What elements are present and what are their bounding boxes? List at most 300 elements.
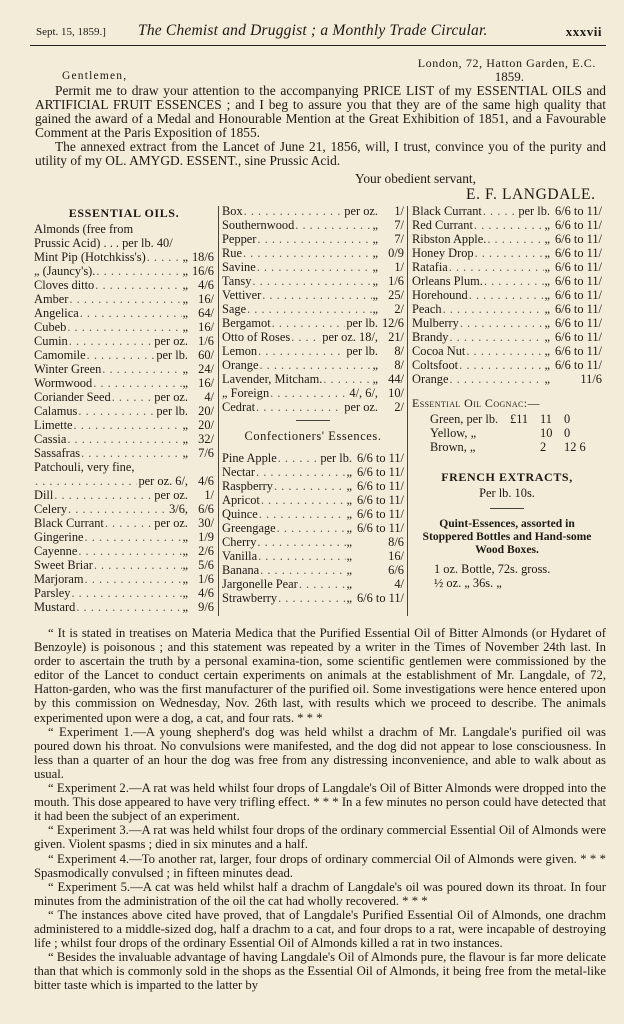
price-row xyxy=(34,404,214,418)
price-row xyxy=(412,372,602,386)
cognac-l xyxy=(510,440,540,454)
item-price: 6/6 to 11/ xyxy=(356,465,404,479)
letter-paragraph: Permit me to draw your attention to the accompanying PRICE LIST of my ESSENTIAL OILS and ARTIFICIAL FRUIT ESSENCES ; and I beg to assure you that they are of the same high quality that gained the award of a Medal and Honourable Mention at the Great Exhibition of 1851, and a Favourable Comment at the Paris Exposition of 1855. xyxy=(35,83,606,140)
leader-dots xyxy=(74,418,182,432)
item-price: 16/ xyxy=(198,376,214,390)
item-unit: per oz. xyxy=(154,516,188,530)
letter-paragraph: The annexed extract from the Lancet of June 21, 1856, will, I trust, convince you of the purity and utility of my OL. AMYGD. ESSENT., sine Prussic Acid. xyxy=(35,138,606,168)
item-unit: „ xyxy=(182,586,188,600)
item-price: 1/6 xyxy=(388,274,404,288)
price-row xyxy=(412,330,602,344)
essential-oils-heading: ESSENTIAL OILS. xyxy=(68,206,180,220)
price-row xyxy=(34,292,214,306)
french-extracts-price: Per lb. 10s. xyxy=(479,486,535,500)
item-unit: „ xyxy=(372,302,378,316)
cognac-row xyxy=(430,412,602,426)
item-price: 16/ xyxy=(198,320,214,334)
item-name: Red Currant xyxy=(412,218,473,232)
leader-dots xyxy=(67,320,181,334)
item-unit: „ xyxy=(544,274,550,288)
item-price: 2/ xyxy=(394,302,404,316)
letter-salutation: Gentlemen, xyxy=(62,70,128,82)
price-row xyxy=(34,264,214,278)
item-price: 1/ xyxy=(204,488,214,502)
leader-dots xyxy=(102,362,181,376)
leader-dots xyxy=(466,344,543,358)
letter-body xyxy=(35,84,606,167)
cognac-l: £11 xyxy=(510,412,529,426)
leader-dots xyxy=(274,479,346,493)
item-price: 4/6 xyxy=(198,586,214,600)
item-name: Cubeb xyxy=(34,320,67,334)
cognac-s: 11 xyxy=(540,412,552,426)
price-row xyxy=(34,600,214,614)
item-price: 0/9 xyxy=(388,246,404,260)
item-name: Raspberry xyxy=(222,479,273,493)
item-name: Wormwood xyxy=(34,376,93,390)
item-unit: „ xyxy=(346,493,352,507)
item-price: 1/ xyxy=(394,260,404,274)
leader-dots xyxy=(81,446,181,460)
leader-dots xyxy=(105,516,153,530)
price-row xyxy=(222,591,404,605)
cognac-l xyxy=(510,426,540,440)
item-price: 6/6 to 11/ xyxy=(554,274,602,288)
price-row xyxy=(222,465,404,479)
item-name: Sage xyxy=(222,302,247,316)
item-name: Cedrat xyxy=(222,400,256,414)
item-name: Otto of Roses xyxy=(222,330,291,344)
item-unit: „ xyxy=(182,376,188,390)
price-row xyxy=(34,376,214,390)
item-price: 60/ xyxy=(198,348,214,362)
item-unit: „ xyxy=(182,362,188,376)
item-name: Sweet Briar xyxy=(34,558,93,572)
quint-price-1: 1 oz. Bottle, 72s. gross. xyxy=(434,562,551,576)
item-unit: per oz. xyxy=(344,400,378,414)
price-row xyxy=(412,302,602,316)
item-name: Camomile xyxy=(34,348,86,362)
item-unit: „ xyxy=(372,218,378,232)
leader-dots xyxy=(95,278,181,292)
item-name: Lemon xyxy=(222,344,258,358)
item-name: Cocoa Nut xyxy=(412,344,466,358)
leader-dots xyxy=(459,358,543,372)
cognac-label: Brown, „ xyxy=(430,440,476,454)
item-price: 16/ xyxy=(198,292,214,306)
section-rule xyxy=(296,420,330,421)
item-price: 18/6 xyxy=(191,250,214,264)
leader-dots xyxy=(272,316,346,330)
price-row xyxy=(34,502,214,516)
price-row xyxy=(222,288,404,302)
item-unit: „ xyxy=(372,232,378,246)
leader-dots xyxy=(252,274,371,288)
item-name: Celery xyxy=(34,502,68,516)
price-row xyxy=(222,577,404,591)
leader-dots xyxy=(257,232,371,246)
item-name: Greengage xyxy=(222,521,276,535)
price-row xyxy=(412,246,602,260)
item-price: 2/ xyxy=(394,400,404,414)
item-unit: „ xyxy=(346,549,352,563)
price-row xyxy=(412,344,602,358)
leader-dots xyxy=(278,451,320,465)
item-price: 12/6 xyxy=(381,316,404,330)
item-unit: „ xyxy=(544,246,550,260)
item-name: Parsley xyxy=(34,586,71,600)
cognac-s: 2 xyxy=(540,440,547,454)
price-row xyxy=(34,390,214,404)
item-unit: „ xyxy=(182,250,188,264)
item-price: 6/6 xyxy=(388,563,404,577)
item-price: 64/ xyxy=(198,306,214,320)
item-price: 20/ xyxy=(198,404,214,418)
price-row xyxy=(34,488,214,502)
item-price: 1/ xyxy=(394,204,404,218)
item-name: Cherry xyxy=(222,535,257,549)
item-name: Bergamot xyxy=(222,316,271,330)
item-price: 1/6 xyxy=(198,572,214,586)
item-name: Black Currant xyxy=(412,204,482,218)
item-price: 6/6 to 11/ xyxy=(554,288,602,302)
item-unit: „ xyxy=(182,530,188,544)
item-name: „ (Jauncy's). xyxy=(34,264,96,278)
item-price: 6/6 to 11/ xyxy=(554,316,602,330)
leader-dots xyxy=(85,572,182,586)
lancet-paragraph: “ Experiment 3.—A rat was held whilst four drops of the ordinary commercial Essential Oil of Almonds were given. Violent spasms ; died in six minutes and a half. xyxy=(34,823,606,852)
price-row xyxy=(222,344,404,358)
item-price: 4/6 xyxy=(198,278,214,292)
item-price: 6/6 to 11/ xyxy=(554,344,602,358)
item-unit: „ xyxy=(346,479,352,493)
price-row xyxy=(412,288,602,302)
item-unit: „ xyxy=(182,432,188,446)
price-row xyxy=(34,432,214,446)
item-price: 5/6 xyxy=(198,558,214,572)
confectioners-heading: Confectioners' Essences. xyxy=(244,429,382,443)
item-name: Patchouli, very fine, xyxy=(34,460,135,474)
price-row xyxy=(222,316,404,330)
item-name: Vanilla xyxy=(222,549,258,563)
price-row xyxy=(222,493,404,507)
leader-dots xyxy=(299,577,346,591)
leader-dots xyxy=(460,316,544,330)
item-unit: per oz. 6/, xyxy=(138,474,188,488)
price-row xyxy=(34,320,214,334)
item-price: 6/6 to 11/ xyxy=(554,232,602,246)
price-row xyxy=(412,260,602,274)
item-name: Orange xyxy=(412,372,449,386)
leader-dots xyxy=(78,404,155,418)
price-row xyxy=(222,549,404,563)
item-name: Southernwood xyxy=(222,218,295,232)
item-name: Ribston Apple. xyxy=(412,232,487,246)
item-price: 8/ xyxy=(394,344,404,358)
price-row xyxy=(412,204,602,218)
leader-dots xyxy=(323,372,371,386)
price-row xyxy=(222,246,404,260)
item-name: Cloves ditto xyxy=(34,278,95,292)
item-unit: „ xyxy=(372,288,378,302)
item-name: Cassia xyxy=(34,432,67,446)
leader-dots xyxy=(87,348,156,362)
price-row xyxy=(222,563,404,577)
price-row xyxy=(34,334,214,348)
item-price: 30/ xyxy=(198,516,214,530)
item-price: 6/6 to 11/ xyxy=(554,260,602,274)
item-name: „ Foreign xyxy=(222,386,270,400)
item-unit: „ xyxy=(544,372,550,386)
item-unit: „ xyxy=(182,264,188,278)
price-row xyxy=(34,558,214,572)
leader-dots xyxy=(258,344,345,358)
item-name: Calamus xyxy=(34,404,78,418)
price-row xyxy=(34,306,214,320)
item-name: Black Currant xyxy=(34,516,104,530)
cognac-d: 0 xyxy=(564,426,571,440)
issue-date: Sept. 15, 1859.] xyxy=(36,26,106,38)
leader-dots xyxy=(67,432,181,446)
leader-dots xyxy=(295,218,371,232)
price-row xyxy=(222,358,404,372)
item-unit: „ xyxy=(372,274,378,288)
price-row xyxy=(34,278,214,292)
quint-essences-heading: Quint-Essences, assorted in Stoppered Bottles and Hand-some Wood Boxes. xyxy=(422,517,592,556)
header-rule xyxy=(30,45,606,46)
item-name: Horehound xyxy=(412,288,468,302)
leader-dots xyxy=(261,493,346,507)
price-row xyxy=(34,236,214,250)
item-name: Mint Pip (Hotchkiss's) xyxy=(34,250,146,264)
price-row xyxy=(222,386,404,400)
item-unit: per oz. xyxy=(154,488,188,502)
item-name: Pine Apple xyxy=(222,451,277,465)
item-price: 6/6 to 11/ xyxy=(554,246,602,260)
price-row xyxy=(412,232,602,246)
item-unit: „ xyxy=(346,563,352,577)
item-name: Cumin xyxy=(34,334,68,348)
leader-dots xyxy=(256,465,345,479)
item-unit: „ xyxy=(346,591,352,605)
item-price: 16/ xyxy=(388,549,404,563)
cognac-s: 10 xyxy=(540,426,553,440)
item-name: Vettiver xyxy=(222,288,262,302)
leader-dots xyxy=(93,376,181,390)
cognac-row xyxy=(430,440,602,454)
item-name: Apricot xyxy=(222,493,260,507)
leader-dots xyxy=(257,535,345,549)
price-row xyxy=(222,232,404,246)
column-divider xyxy=(218,206,219,616)
item-price: 7/6 xyxy=(198,446,214,460)
item-unit: „ xyxy=(346,521,352,535)
item-price: 1/6 xyxy=(198,334,214,348)
price-row xyxy=(412,358,602,372)
leader-dots xyxy=(35,474,137,488)
item-price: 6/6 to 11/ xyxy=(554,302,602,316)
item-name: Box xyxy=(222,204,243,218)
item-price: 6/6 to 11/ xyxy=(356,591,404,605)
item-unit: „ xyxy=(182,544,188,558)
leader-dots xyxy=(85,530,182,544)
item-price: 6/6 to 11/ xyxy=(356,451,404,465)
item-name: Ratafia xyxy=(412,260,448,274)
price-row xyxy=(222,535,404,549)
leader-dots xyxy=(94,558,182,572)
item-name: Orange xyxy=(222,358,259,372)
price-row xyxy=(412,274,602,288)
item-price: 9/6 xyxy=(198,600,214,614)
leader-dots xyxy=(259,507,346,521)
item-unit: „ xyxy=(182,306,188,320)
item-name: Prussic Acid) . . . per lb. 40/ xyxy=(34,236,173,250)
cognac-row xyxy=(430,426,602,440)
lancet-extract xyxy=(34,626,606,992)
item-price: 24/ xyxy=(198,362,214,376)
leader-dots xyxy=(484,274,544,288)
item-name: Dill xyxy=(34,488,54,502)
leader-dots xyxy=(244,204,344,218)
item-name: Mulberry xyxy=(412,316,459,330)
item-unit: „ xyxy=(544,316,550,330)
item-price: 20/ xyxy=(198,418,214,432)
item-unit: „ xyxy=(544,330,550,344)
item-price: 44/ xyxy=(388,372,404,386)
leader-dots xyxy=(69,292,181,306)
item-name: Winter Green xyxy=(34,362,102,376)
cognac-d: 0 xyxy=(564,412,571,426)
lancet-paragraph: “ Experiment 4.—To another rat, larger, four drops of ordinary commercial Oil of Almonds were given. * * * Spasmodically convulsed ; in fifteen minutes dead. xyxy=(34,851,606,880)
price-row xyxy=(222,507,404,521)
letter-signature: E. F. LANGDALE. xyxy=(466,186,596,203)
item-price: 6/6 to 11/ xyxy=(356,493,404,507)
item-name: Brandy xyxy=(412,330,449,344)
item-unit: „ xyxy=(544,358,550,372)
leader-dots xyxy=(469,288,544,302)
item-unit: per oz. xyxy=(154,390,188,404)
running-head xyxy=(30,20,604,40)
item-price: 10/ xyxy=(388,386,404,400)
item-name: Quince xyxy=(222,507,258,521)
item-name: Nectar xyxy=(222,465,256,479)
leader-dots xyxy=(449,372,543,386)
price-column-3 xyxy=(412,204,602,590)
item-unit: „ xyxy=(182,558,188,572)
item-price: 6/6 to 11/ xyxy=(554,218,602,232)
item-unit: per lb. xyxy=(346,344,378,358)
item-unit: „ xyxy=(182,446,188,460)
item-name: Limette xyxy=(34,418,73,432)
lancet-paragraph: “ It is stated in treatises on Materia Medica that the Purified Essential Oil of Bitter Almonds (or Hydaret of Benzoyle) is poisonous ; and this statement was repeated by a writer in the Times of November 24th last. In order to ascertain the truth by a personal examina-tion, some scientific gentlemen were commissioned by the editor of the Lancet to conduct certain experiments on animals at the establishment of Mr. Langdale, of 72, Hatton-garden, who was the first manufacturer of the purified oil. Some investigations were hence entered upon by this commission on Wednesday, Nov. 26th last, with results which we proceed to describe. The animals experimented upon were a dog, a cat, and four rats. * * * xyxy=(34,626,606,725)
price-row xyxy=(412,218,602,232)
leader-dots xyxy=(443,302,544,316)
price-row xyxy=(222,302,404,316)
item-name: Jargonelle Pear xyxy=(222,577,298,591)
leader-dots xyxy=(259,358,371,372)
item-price: 4/ xyxy=(204,390,214,404)
item-unit: per lb. xyxy=(156,348,188,362)
item-name: Amber xyxy=(34,292,69,306)
item-unit: „ xyxy=(346,507,352,521)
cognac-label: Green, per lb. xyxy=(430,412,499,426)
item-price: 7/ xyxy=(394,232,404,246)
lancet-paragraph: “ Besides the invaluable advantage of having Langdale's Oil of Almonds pure, the flavour is far more delicate than that which is commonly sold in the shops as the Essential Oil of Almonds, it being free from the metal-like bitter taste which is imparted to the latter by xyxy=(34,950,606,993)
leader-dots xyxy=(68,502,168,516)
leader-dots xyxy=(69,334,154,348)
item-unit: „ xyxy=(182,292,188,306)
item-name: Strawberry xyxy=(222,591,278,605)
french-extracts-heading: FRENCH EXTRACTS, xyxy=(441,470,573,484)
price-row xyxy=(34,250,214,264)
item-unit: „ xyxy=(544,288,550,302)
item-price: 4/ xyxy=(394,577,404,591)
leader-dots xyxy=(257,260,372,274)
lancet-paragraph: “ Experiment 5.—A cat was held whilst half a drachm of Langdale's oil was poured down its throat. In four minutes from the administration of the oil the cat had wholly recovered. * * * xyxy=(34,879,606,908)
price-row xyxy=(34,572,214,586)
item-price: 6/6 to 11/ xyxy=(554,204,602,218)
leader-dots xyxy=(76,600,181,614)
letter-closing: Your obedient servant, xyxy=(355,171,476,186)
item-unit: „ xyxy=(372,372,378,386)
leader-dots xyxy=(449,260,544,274)
price-row xyxy=(222,204,404,218)
item-unit: 4/, 6/, xyxy=(349,386,378,400)
item-name: Coriander Seed xyxy=(34,390,111,404)
leader-dots xyxy=(291,330,321,344)
price-row xyxy=(34,418,214,432)
price-row xyxy=(34,362,214,376)
item-price: 32/ xyxy=(198,432,214,446)
price-column-2 xyxy=(222,204,404,605)
price-row xyxy=(222,372,404,386)
item-unit: „ xyxy=(544,260,550,274)
leader-dots xyxy=(243,246,372,260)
leader-dots xyxy=(270,386,348,400)
item-unit: per oz. 18/, xyxy=(322,330,378,344)
cognac-label: Yellow, „ xyxy=(430,426,477,440)
price-row xyxy=(34,474,214,488)
leader-dots xyxy=(474,218,544,232)
item-unit: „ xyxy=(182,278,188,292)
price-row xyxy=(34,516,214,530)
cognac-d: 12 6 xyxy=(564,440,586,454)
item-unit: „ xyxy=(182,418,188,432)
price-row xyxy=(222,218,404,232)
page-number: xxxvii xyxy=(565,24,602,39)
item-unit: „ xyxy=(346,535,352,549)
leader-dots xyxy=(54,488,153,502)
item-price: 6/6 to 11/ xyxy=(356,521,404,535)
item-name: Honey Drop xyxy=(412,246,474,260)
item-name: Cayenne xyxy=(34,544,78,558)
leader-dots xyxy=(78,544,181,558)
item-unit: „ xyxy=(182,320,188,334)
item-unit: „ xyxy=(346,577,352,591)
price-row xyxy=(222,330,404,344)
item-name: Sassafras xyxy=(34,446,81,460)
item-unit: per oz. xyxy=(154,334,188,348)
leader-dots xyxy=(96,264,181,278)
item-name: Pepper xyxy=(222,232,257,246)
item-price: 8/ xyxy=(394,358,404,372)
item-price: 16/6 xyxy=(191,264,214,278)
leader-dots xyxy=(247,302,371,316)
item-name: Gingerine xyxy=(34,530,84,544)
letter-year: 1859. xyxy=(494,69,524,84)
price-row xyxy=(222,260,404,274)
column-divider xyxy=(407,206,408,616)
